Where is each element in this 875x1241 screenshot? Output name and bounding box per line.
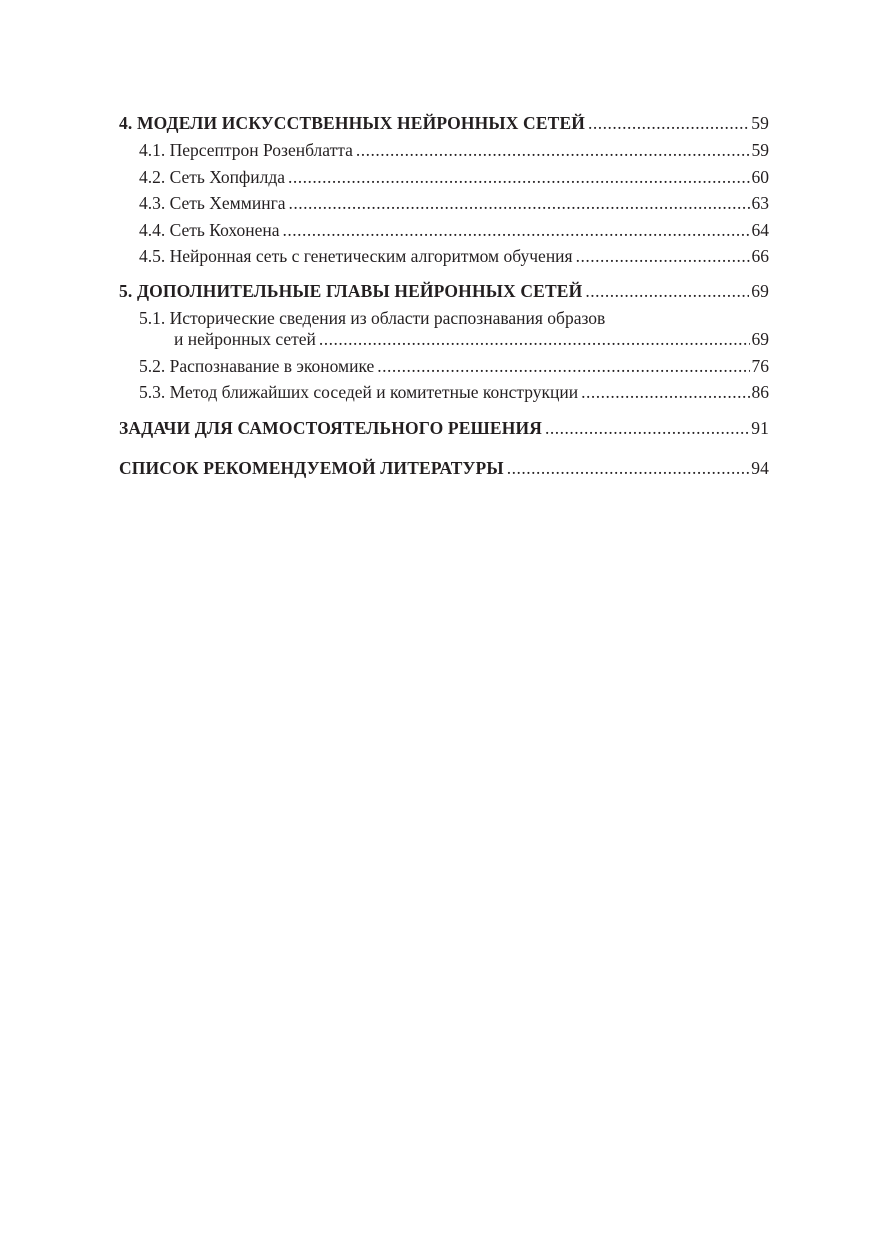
toc-page-number: 64: [751, 219, 769, 240]
toc-leader-dots: [289, 193, 750, 214]
toc-leader-dots: [581, 382, 749, 403]
toc-chapter-4[interactable]: [119, 113, 769, 134]
toc-page-number: 86: [751, 382, 769, 402]
toc-leader-dots: [585, 281, 749, 302]
toc-section-title: 5.1. Исторические сведения из области распознавания образов: [139, 308, 606, 328]
toc-chapter-title: СПИСОК РЕКОМЕНДУЕМОЙ ЛИТЕРАТУРЫ: [119, 458, 504, 478]
toc-leader-dots: [588, 113, 749, 134]
toc-page-number: 59: [751, 113, 769, 133]
toc-tasks[interactable]: [119, 418, 769, 439]
toc-chapter-5[interactable]: [119, 281, 769, 302]
toc-page-number: 91: [751, 418, 769, 438]
toc-leader-dots: [356, 140, 750, 161]
toc-leader-dots: [377, 356, 749, 377]
toc-section-title: 4.5. Нейронная сеть с генетическим алгоритмом обучения: [139, 246, 573, 266]
toc-section-4-1[interactable]: [119, 140, 769, 161]
toc-leader-dots: [319, 329, 750, 350]
toc-section-4-2[interactable]: [119, 167, 769, 188]
toc-leader-dots: [545, 418, 749, 439]
toc-section-4-4[interactable]: [119, 220, 769, 241]
toc-section-4-5[interactable]: [119, 246, 769, 267]
toc-page-number: 60: [751, 166, 769, 187]
toc-chapter-title: 4. МОДЕЛИ ИСКУССТВЕННЫХ НЕЙРОННЫХ СЕТЕЙ: [119, 113, 586, 133]
toc-section-title: 4.1. Персептрон Розенблатта: [139, 140, 353, 160]
toc-page-number: 94: [751, 458, 769, 478]
toc-literature[interactable]: [119, 458, 769, 479]
toc-leader-dots: [507, 458, 750, 479]
toc-section-5-1-line2[interactable]: [119, 329, 769, 350]
toc-page-number: 66: [751, 246, 769, 266]
toc-leader-dots: [288, 167, 749, 188]
toc-page-number: 63: [751, 193, 769, 213]
toc-section-title: 5.2. Распознавание в экономике: [139, 355, 375, 376]
toc-section-title: 4.4. Сеть Кохонена: [139, 219, 280, 240]
toc-page-number: 69: [751, 281, 769, 301]
toc-section-4-3[interactable]: [119, 193, 769, 214]
toc-section-5-1-line1[interactable]: [119, 308, 769, 329]
toc-section-5-2[interactable]: [119, 356, 769, 377]
toc-page-number: 59: [751, 140, 769, 160]
table-of-contents: [119, 113, 769, 479]
toc-leader-dots: [283, 220, 750, 241]
toc-page-number: 69: [751, 329, 769, 349]
toc-chapter-title: ЗАДАЧИ ДЛЯ САМОСТОЯТЕЛЬНОГО РЕШЕНИЯ: [119, 418, 543, 438]
toc-section-title: 5.3. Метод ближайших соседей и комитетные конструкции: [139, 382, 579, 402]
toc-section-5-3[interactable]: [119, 382, 769, 403]
toc-page-number: 76: [751, 355, 769, 376]
toc-section-title: 4.2. Сеть Хопфилда: [139, 166, 286, 187]
toc-section-title: 4.3. Сеть Хемминга: [139, 193, 286, 213]
toc-chapter-title: 5. ДОПОЛНИТЕЛЬНЫЕ ГЛАВЫ НЕЙРОННЫХ СЕТЕЙ: [119, 281, 583, 301]
toc-section-title-continued: и нейронных сетей: [174, 329, 316, 349]
toc-leader-dots: [576, 246, 750, 267]
